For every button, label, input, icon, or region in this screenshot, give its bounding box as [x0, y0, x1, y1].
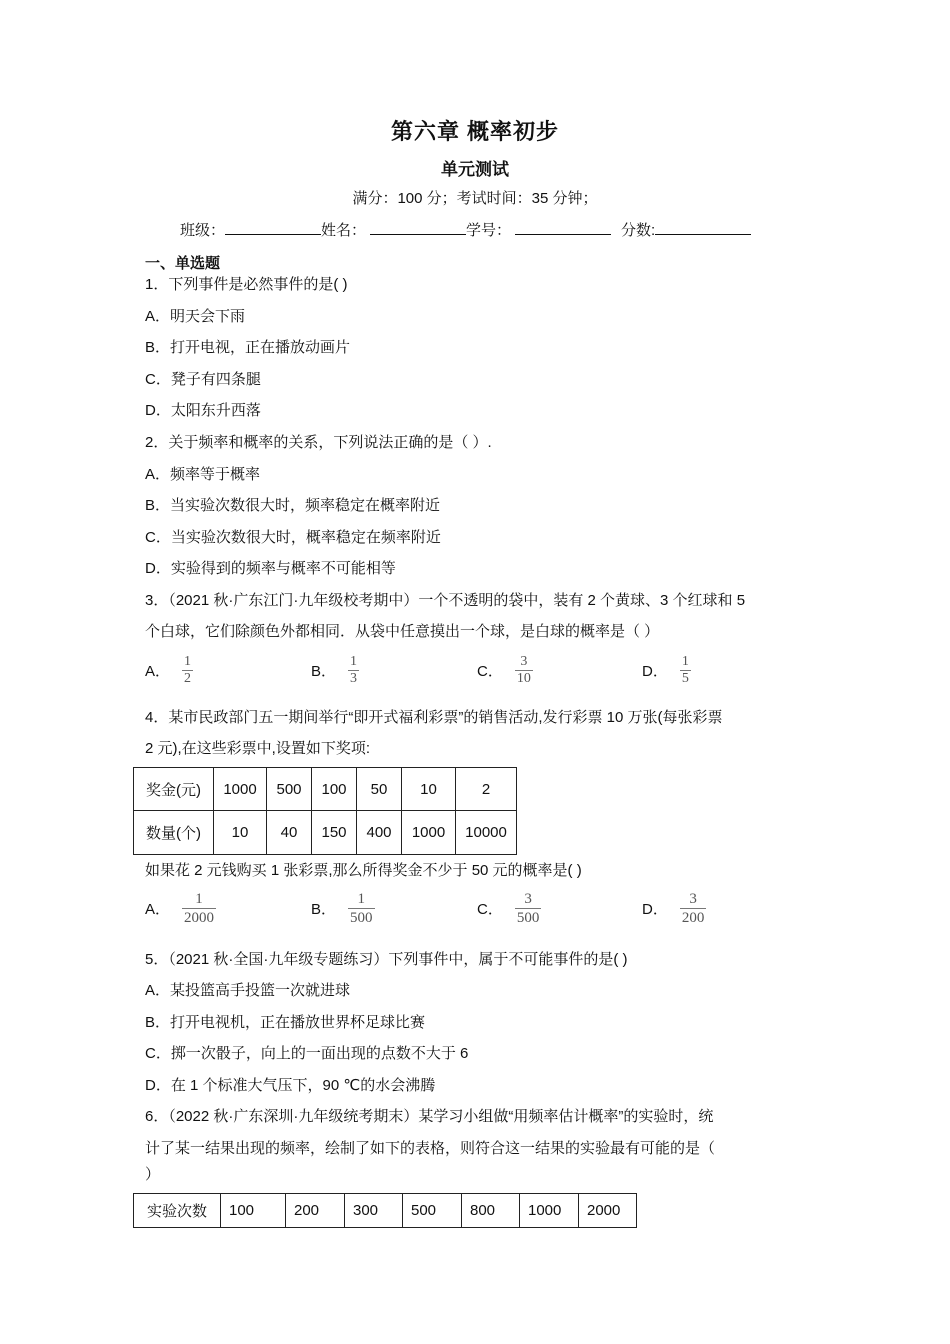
question-3-stem-line-1: 3．（2021 秋·广东江门·九年级校考期中）一个不透明的袋中，装有 2 个黄球、3 个红球和 5 — [145, 592, 746, 609]
table-cell: 1000 — [402, 811, 456, 855]
question-1-option-c: C．凳子有四条腿 — [145, 371, 261, 388]
question-2-option-b: B．当实验次数很大时，频率稳定在概率附近 — [145, 497, 441, 514]
question-2-option-d: D．实验得到的频率与概率不可能相等 — [145, 560, 396, 577]
page-title: 第六章 概率初步 — [390, 119, 560, 144]
class-blank[interactable] — [225, 220, 321, 235]
fraction: $\frac{3}{500}$ — [516, 890, 540, 926]
class-label: 班级： — [180, 222, 226, 239]
fraction: $\frac{1}{2000}$ — [184, 890, 215, 926]
question-3-option-b: B． $\frac{1}{3}$ — [311, 653, 358, 686]
table-cell: 实验次数 — [134, 1194, 221, 1228]
question-4-followup: 如果花 2 元钱购买 1 张彩票,那么所得奖金不少于 50 元的概率是( ) — [145, 862, 582, 879]
question-2-option-c: C．当实验次数很大时，概率稳定在频率附近 — [145, 529, 441, 546]
fraction: $\frac{1}{5}$ — [681, 653, 689, 686]
fraction: $\frac{1}{500}$ — [350, 890, 373, 926]
question-3-stem-line-2: 个白球，它们除颜色外都相同．从袋中任意摸出一个球，是白球的概率是（ ） — [145, 623, 660, 640]
question-3-option-a: A． $\frac{1}{2}$ — [145, 653, 192, 686]
prize-table — [133, 767, 517, 855]
fraction: $\frac{3}{10}$ — [516, 653, 531, 686]
question-4-option-d: D． $\frac{3}{200}$ — [642, 890, 705, 926]
question-4-option-b: B． $\frac{1}{500}$ — [311, 890, 373, 926]
question-4-option-c: C． $\frac{3}{500}$ — [477, 890, 540, 926]
question-6-stem-line-1: 6．（2022 秋·广东深圳·九年级统考期末）某学习小组做“用频率估计概率”的实验时，统 — [145, 1108, 714, 1125]
student-id-blank[interactable] — [515, 220, 611, 235]
question-5-option-c: C．掷一次骰子，向上的一面出现的点数不大于 6 — [145, 1045, 469, 1062]
exam-info: 满分：100 分；考试时间：35 分钟； — [352, 190, 598, 207]
table-cell: 500 — [403, 1194, 462, 1228]
table-cell: 1000 — [214, 768, 267, 811]
question-4-stem-line-1: 4．某市民政部门五一期间举行“即开式福利彩票”的销售活动,发行彩票 10 万张(每张彩票 — [145, 709, 723, 726]
question-3-option-d: D． $\frac{1}{5}$ — [642, 653, 689, 686]
question-5-option-d: D．在 1 个标准大气压下，90 ℃的水会沸腾 — [145, 1077, 436, 1094]
student-fields — [180, 219, 751, 240]
question-6-stem-line-2: 计了某一结果出现的频率，绘制了如下的表格，则符合这一结果的实验最有可能的是（ — [145, 1140, 716, 1157]
table-cell: 2 — [456, 768, 517, 811]
table-cell: 300 — [345, 1194, 403, 1228]
table-cell: 500 — [267, 768, 312, 811]
question-6-stem-line-3: ） — [145, 1166, 161, 1183]
table-cell: 400 — [357, 811, 402, 855]
table-cell: 40 — [267, 811, 312, 855]
table-cell: 100 — [221, 1194, 286, 1228]
table-cell: 150 — [312, 811, 357, 855]
question-3-option-c: C． $\frac{3}{10}$ — [477, 653, 531, 686]
table-cell: 10 — [402, 768, 456, 811]
question-1-option-a: A．明天会下雨 — [145, 308, 246, 325]
question-5-option-b: B．打开电视机，正在播放世界杯足球比赛 — [145, 1014, 426, 1031]
name-label: 姓名： — [321, 222, 367, 239]
table-cell: 10 — [214, 811, 267, 855]
page-subtitle: 单元测试 — [441, 160, 509, 179]
table-cell: 800 — [462, 1194, 520, 1228]
question-1-option-d: D．太阳东升西落 — [145, 402, 261, 419]
fraction: $\frac{1}{3}$ — [350, 653, 358, 686]
table-row — [134, 768, 517, 811]
table-row — [134, 811, 517, 855]
student-id-label: 学号： — [466, 222, 512, 239]
question-1-option-b: B．打开电视，正在播放动画片 — [145, 339, 351, 356]
question-4-option-a: A． $\frac{1}{2000}$ — [145, 890, 215, 926]
table-cell: 1000 — [520, 1194, 579, 1228]
question-2-option-a: A．频率等于概率 — [145, 466, 261, 483]
table-cell: 2000 — [579, 1194, 637, 1228]
table-cell: 50 — [357, 768, 402, 811]
score-blank[interactable] — [655, 220, 751, 235]
table-cell: 200 — [286, 1194, 345, 1228]
table-cell: 奖金(元) — [134, 768, 214, 811]
name-blank[interactable] — [370, 220, 466, 235]
score-label: 分数: — [621, 222, 656, 239]
table-row — [134, 1194, 637, 1228]
table-cell: 100 — [312, 768, 357, 811]
question-5-option-a: A．某投篮高手投篮一次就进球 — [145, 982, 351, 999]
section-title: 一、单选题 — [145, 255, 221, 272]
question-1-stem: 1．下列事件是必然事件的是( ) — [145, 276, 348, 293]
question-5-stem: 5．（2021 秋·全国·九年级专题练习）下列事件中，属于不可能事件的是( ) — [145, 951, 628, 968]
experiment-table — [133, 1193, 637, 1228]
question-4-stem-line-2: 2 元),在这些彩票中,设置如下奖项: — [145, 740, 371, 757]
question-2-stem: 2．关于频率和概率的关系，下列说法正确的是（ ）. — [145, 434, 492, 451]
fraction: $\frac{1}{2}$ — [184, 653, 192, 686]
table-cell: 数量(个) — [134, 811, 214, 855]
table-cell: 10000 — [456, 811, 517, 855]
fraction: $\frac{3}{200}$ — [681, 890, 705, 926]
